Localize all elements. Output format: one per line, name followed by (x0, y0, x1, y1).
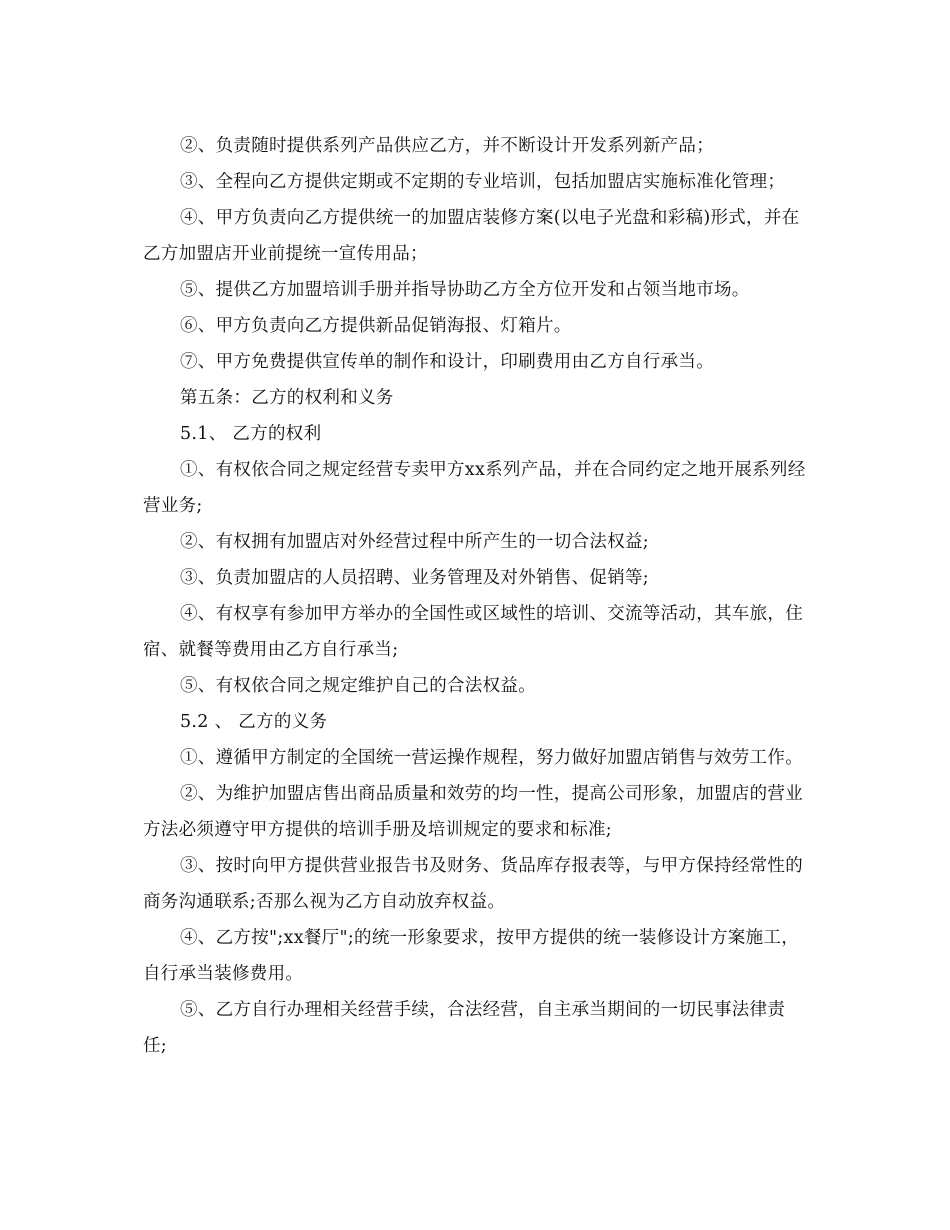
clause-paragraph: ②、负责随时提供系列产品供应乙方，并不断设计开发系列新产品； (180, 136, 714, 156)
subsection-heading: 5.1、 乙方的权利 (180, 424, 322, 444)
clause-paragraph: ④、乙方按";xx餐厅";的统一形象要求，按甲方提供的统一装修设计方案施工，自行承当装修费用。 (143, 928, 800, 984)
subsection-heading: 5.2 、 乙方的义务 (180, 712, 328, 732)
clause-paragraph: ③、全程向乙方提供定期或不定期的专业培训，包括加盟店实施标准化管理； (180, 172, 786, 192)
clause-paragraph: ④、甲方负责向乙方提供统一的加盟店装修方案(以电子光盘和彩稿)形式，并在乙方加盟店开业前提统一宣传用品； (143, 208, 800, 264)
clause-paragraph: ③、负责加盟店的人员招聘、业务管理及对外销售、促销等; (180, 568, 649, 588)
clause-paragraph: ①、有权依合同之规定经营专卖甲方xx系列产品，并在合同约定之地开展系列经营业务; (143, 460, 806, 516)
clause-paragraph: ⑤、提供乙方加盟培训手册并指导协助乙方全方位开发和占领当地市场。 (180, 280, 750, 300)
clause-paragraph: ⑦、甲方免费提供宣传单的制作和设计，印刷费用由乙方自行承当。 (180, 352, 714, 372)
clause-paragraph: ③、按时向甲方提供营业报告书及财务、货品库存报表等，与甲方保持经常性的商务沟通联系;否那么视为乙方自动放弃权益。 (143, 856, 803, 912)
clause-paragraph: ②、有权拥有加盟店对外经营过程中所产生的一切合法权益; (180, 532, 649, 552)
clause-paragraph: ①、遵循甲方制定的全国统一营运操作规程，努力做好加盟店销售与效劳工作。 (180, 748, 803, 768)
clause-paragraph: ⑤、有权依合同之规定维护自己的合法权益。 (180, 676, 536, 696)
clause-paragraph: ②、为维护加盟店售出商品质量和效劳的均一性，提高公司形象，加盟店的营业方法必须遵守甲方提供的培训手册及培训规定的要求和标准; (143, 784, 803, 840)
section-heading: 第五条：乙方的权利和义务 (180, 388, 394, 408)
clause-paragraph: ⑥、甲方负责向乙方提供新品促销海报、灯箱片。 (180, 316, 572, 336)
clause-paragraph: ⑤、乙方自行办理相关经营手续，合法经营，自主承当期间的一切民事法律责任; (143, 1000, 786, 1056)
clause-paragraph: ④、有权享有参加甲方举办的全国性或区域性的培训、交流等活动，其车旅，住宿、就餐等费用由乙方自行承当; (143, 604, 803, 660)
document-body (143, 128, 808, 1064)
